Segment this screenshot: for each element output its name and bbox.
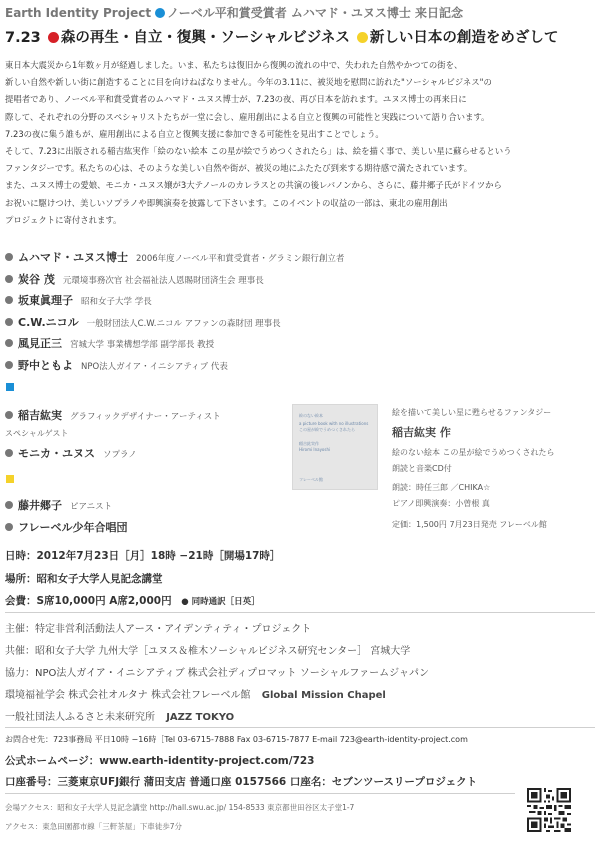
book-cover-image [292,404,378,490]
book-price: 定価：1,500円 7月23日発売 フレーベル館 [392,520,547,529]
artist-title: グラフィックデザイナー・アーティスト [70,412,221,422]
book-cover-line: この星が絵でうめつくされたら [299,427,355,432]
speaker-title: 一般財団法人C.W.ニコル アファンの森財団 理事長 [86,319,281,329]
artist-name: 稲吉紘実 [18,409,62,422]
speaker-title: 宮城大学 事業構想学部 副学部長 教授 [70,340,215,350]
intro-line: 7.23の夜に集う誰もが、雇用創出による自立と復興支援に参加できる可能性を見出すことでしょう。 [5,128,384,139]
book-cover-line: 稲吉紘実作 [299,441,319,446]
artist-item [5,407,221,423]
project-name: Earth Identity Project [5,6,152,20]
speaker-title: 元環境事務次官 社会福祉法人恩賜財団済生会 理事長 [62,276,264,286]
speaker-name: 坂東眞理子 [18,294,73,307]
bullet-icon [5,275,13,283]
org-gmc: Global Mission Chapel [261,690,386,701]
guest-item [5,445,137,461]
speaker-title: 2006年度ノーベル平和賞受賞者・グラミン銀行創立者 [136,254,345,264]
red-dot-icon [48,32,59,43]
performer-item [5,519,128,535]
event-interpretation: ● 同時通訳［日英］ [181,597,260,607]
event-fee-row [5,593,260,608]
speaker-item [5,271,264,287]
yellow-dot-icon [357,32,368,43]
venue-access: 会場アクセス：昭和女子大学人見記念講堂 http://hall.swu.ac.jp/ 154-8533 東京都世田谷区太子堂1-7 [5,803,355,812]
divider [5,612,595,613]
header-subtitle: ノーベル平和賞受賞者 ムハマド・ユヌス博士 来日記念 [167,6,464,20]
book-cover-line: Hiromi Inayoshi [299,447,331,452]
book-title: 絵のない絵本 この星が絵でうめつくされたら [392,448,555,457]
book-cover-line: a picture book with no illustrations [299,421,369,426]
event-datetime: 日時：2012年7月23日［月］18時 −21時［開場17時］ [5,550,281,562]
book-reading: 朗読：時任三郎 ／CHIKA☆ [392,483,491,492]
org-jazz-tokyo: JAZZ TOKYO [166,712,235,723]
bullet-icon [5,339,13,347]
speaker-title: 昭和女子大学 学長 [81,297,152,307]
bullet-icon [5,318,13,326]
bank-account: 口座番号：三菱東京UFJ銀行 蒲田支店 普通口座 0157566 口座名：セブンツースリープロジェクト [5,776,478,788]
title-part1: 森の再生・自立・復興・ソーシャルビジネス [60,30,350,46]
org-cooperation-3 [5,708,234,723]
book-piano: ピアノ即興演奏：小曽根 真 [392,499,490,508]
bullet-icon [5,449,13,457]
event-venue: 場所：昭和女子大学人見記念講堂 [5,573,163,585]
qr-code-icon [527,788,571,832]
bullet-icon [5,361,13,369]
intro-line: 提唱者であり、ノーベル平和賞受賞者のムハマド・ユヌス博士が、7.23の夜、再び日本を訪れます。ユヌス博士の再来日に [5,94,467,105]
intro-line: ファンタジーです。私たちの心は、そのような美しい自然や街が、被災の地にふたたび到来する期待感で満たされています。 [5,163,473,174]
special-guest-label: スペシャルゲスト [5,429,69,438]
speaker-title: NPO法人ガイア・イニシアティブ 代表 [81,362,228,372]
speaker-name: 炭谷 茂 [18,273,55,286]
title-part2: 新しい日本の創造をめざして [369,30,559,46]
bullet-icon [5,296,13,304]
org-names: 環境福祉学会 株式会社オルタナ 株式会社フレーベル館 [5,690,251,701]
intro-text [5,57,595,229]
performer-name: 藤井郷子 [18,499,62,512]
guest-title: ソプラノ [103,450,137,460]
book-tagline: 絵を描いて美しい星に甦らせるファンタジー [392,408,552,417]
divider [5,727,595,728]
header [5,4,463,21]
intro-line: 新しい自然や新しい街に創造することに目を向けねばなりません。今年の3.11に、被災地を慰問に訪れた"ソーシャルビジネス"の [5,77,492,88]
speaker-name: C.W.ニコル [18,316,79,329]
blue-dot-icon [155,8,165,18]
bullet-icon [5,411,13,419]
bullet-icon [5,501,13,509]
book-author: 稲吉紘実 作 [392,426,451,439]
speaker-item [5,292,152,308]
transit-access: アクセス：東急田園都市線「三軒茶屋」下車徒歩7分 [5,822,183,831]
org-names: 一般社団法人ふるさと未来研究所 [5,712,155,723]
speaker-name: 風見正三 [18,337,62,350]
book-cover-line: 絵のない絵本 [299,413,323,418]
intro-line: プロジェクトに寄付されます。 [5,214,122,225]
performer-title: ピアニスト [70,502,113,512]
intro-line: お祝いに駆けつけ、美しいソプラノや即興演奏を披露して下さいます。このイベントの収益の一部は、東北の雇用創出 [5,197,448,208]
contact-info: お問合せ先：723事務局 平日10時 −16時［Tel 03-6715-7888 Fax 03-6715-7877 E-mail 723@earth-identity-project.com [5,735,468,744]
book-cover-line: フレーベル館 [299,477,323,482]
speaker-name: ムハマド・ユヌス博士 [18,251,128,264]
bullet-icon [5,523,13,531]
divider [5,793,515,794]
yellow-square-icon [6,475,14,483]
speaker-item [5,249,344,265]
intro-line: 際して、それぞれの分野のスペシャリストたちが一堂に会し、雇用創出による自立と復興の可能性と実践について語り合います。 [5,111,490,122]
event-fee: 会費：S席10,000円 A席2,000円 [5,595,172,607]
book-format: 朗読と音楽CD付 [392,464,452,473]
speaker-item [5,314,281,330]
intro-line: 東日本大震災から1年数ヶ月が経過しました。いま、私たちは復旧から復興の流れの中で、失われた自然やかつての街を、 [5,60,463,70]
guest-name: モニカ・ユヌス [18,447,95,460]
website-link[interactable]: 公式ホームページ：www.earth-identity-project.com/723 [5,755,315,767]
org-host: 主催：特定非営利活動法人アース・アイデンティティ・プロジェクト [5,624,312,635]
performer-item [5,497,112,513]
performer-name: フレーベル少年合唱団 [18,521,128,534]
page-title [5,26,558,47]
speaker-name: 野中ともよ [18,359,73,372]
speaker-item [5,335,214,351]
org-cooperation-2 [5,686,386,701]
bullet-icon [5,253,13,261]
org-cooperation: 協力：NPO法人ガイア・イニシアティブ 株式会社ディプロマット ソーシャルファームジャパン [5,668,429,679]
speaker-item [5,357,228,373]
org-cohost: 共催：昭和女子大学 九州大学［ユヌス＆椎木ソーシャルビジネス研究センター］ 宮城大学 [5,646,411,657]
blue-square-icon [6,383,14,391]
intro-line: そして、7.23に出版される稲吉紘実作「絵のない絵本 この星が絵でうめつくされたら」は、絵を描く事で、美しい星に蘇らせるという [5,146,512,157]
title-date: 7.23 [5,30,41,46]
intro-line: また、ユヌス博士の愛娘、モニカ・ユヌス嬢が3大テノールのカレラスとの共演の後レバノンから、さらに、藤井郷子氏がドイツから [5,180,502,191]
